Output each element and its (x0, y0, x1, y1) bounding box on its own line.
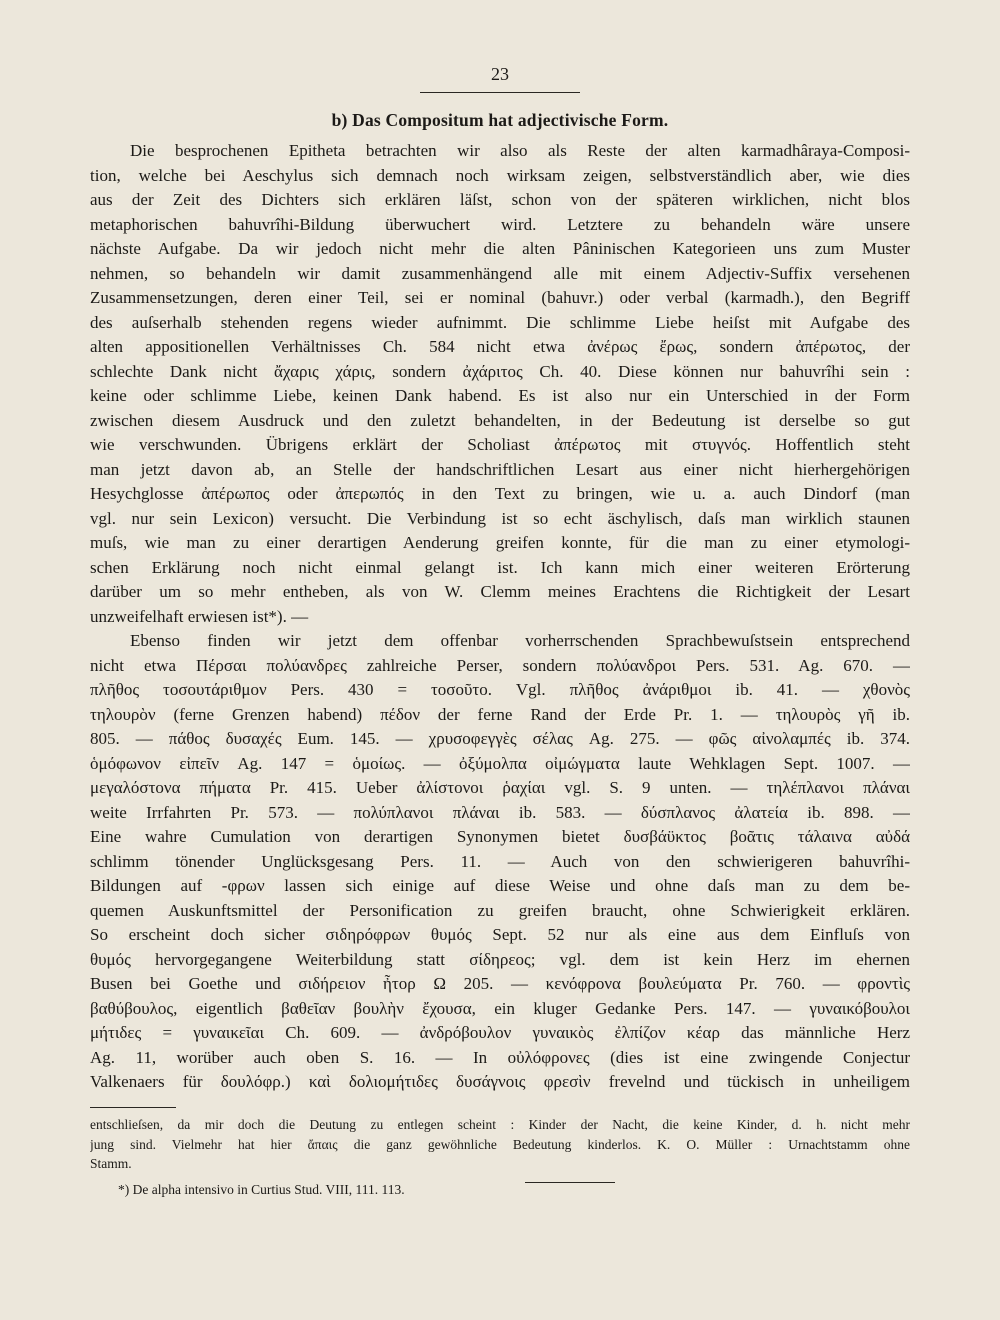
body-text (90, 139, 910, 1095)
text-line: nächste Aufgabe. Da wir jedoch nicht mehr die alten Pâninischen Kategorieen uns zum Muster (90, 239, 910, 258)
text-line: Hesychglosse ἀπέρωπος oder ἀπερωπός in den Text zu bringen, wie u. a. auch Dindorf (man (90, 484, 910, 503)
text-line: Ebenso finden wir jetzt dem offenbar vorherrschenden Sprachbewuſstsein entsprechend (130, 631, 910, 650)
text-line: Bildungen auf -φρων lassen sich einige auf diese Weise und ohne daſs man zu dem be- (90, 876, 910, 895)
text-line: schlimm tönender Unglücksgesang Pers. 11. — Auch von den schwierigeren bahuvrîhi- (90, 851, 910, 871)
text-line: weite Irrfahrten Pr. 573. — πολύπλανοι πλάναι ib. 583. — δύσπλανος ἀλατεία ib. 898. — (90, 802, 910, 822)
text-line: alten appositionellen Verhältnisses Ch. 584 nicht etwa ἀνέρως ἔρως, sondern ἀπέρωτος, der (90, 337, 910, 356)
text-line: vgl. nur sein Lexicon) versucht. Die Verbindung ist so echt äschylisch, daſs man wirklich staunen (90, 508, 910, 528)
text-line: Busen bei Goethe und σιδήρειον ἦτορ Ω 205. — κενόφρονα βουλεύματα Pr. 760. — φροντὶς (90, 974, 910, 993)
text-line: τηλουρὸν (ferne Grenzen habend) πέδον der ferne Rand der Erde Pr. 1. — τηλουρὸς γῆ ib. (90, 704, 910, 724)
footnote-separator (90, 1107, 176, 1108)
text-line: Zusammensetzungen, deren einer Teil, sei er nominal (bahuvr.) oder verbal (karmadh.), den Begriff (90, 288, 910, 307)
text-line: Ag. 11, worüber auch oben S. 16. — In οὐλόφρονες (dies ist eine zwingende Conjectur (90, 1047, 910, 1067)
text-line: metaphorischen bahuvrîhi-Bildung überwuchert wird. Letztere zu behandeln wäre unsere (90, 214, 910, 234)
text-line: aus der Zeit des Dichters sich erklären läſst, schon von der späteren wirklichen, nicht blos (90, 190, 910, 209)
text-line: μεγαλόστονα πήματα Pr. 415. Ueber ἀλίστονοι ῥαχίαι vgl. S. 9 unten. — τηλέπλανοι πλάναι (90, 778, 910, 797)
text-line: muſs, wie man zu einer derartigen Aenderung greifen konnte, für die man zu einer etymologi- (90, 533, 910, 552)
text-line: darüber um so mehr entheben, als von W. Clemm meines Erachtens die Richtigkeit der Lesart (90, 582, 910, 601)
text-line: nicht etwa Πέρσαι πολύανδρες zahlreiche Perser, sondern πολύανδροι Pers. 531. Ag. 670. — (90, 655, 910, 675)
text-line: θυμός hervorgegangene Weiterbildung statt σίδηρεος; vgl. dem ist kein Herz im ehernen (90, 949, 910, 969)
text-line: tion, welche bei Aeschylus sich demnach noch wirksam zeigen, selbstverständlich aber, wie dies (90, 165, 910, 185)
text-line: nehmen, so behandeln wir damit zusammenhängend alle mit einem Adjectiv-Suffix versehenen (90, 263, 910, 283)
text-line: zwischen diesem Ausdruck und den zuletzt behandelten, in der Bedeutung ist derselbe so gut (90, 410, 910, 430)
footnote-line: jung sind. Vielmehr hat hier ἄπαις die ganz gewöhnliche Bedeutung kinderlos. K. O. Müller : Urnachtstamm ohne (90, 1136, 910, 1152)
text-line: keine oder schlimme Liebe, keinen Dank habend. Es ist also nur ein Unterschied in der Form (90, 386, 910, 405)
text-line: ὁμόφωνον εἰπεῖν Ag. 147 = ὁμοίως. — ὀξύμολπα οἰμώγματα laute Wehklagen Sept. 1007. — (90, 753, 910, 773)
text-line: Die besprochenen Epitheta betrachten wir also als Reste der alten karmadhâraya-Composi- (130, 141, 910, 160)
text-line: wie verschwunden. Übrigens erklärt der Scholiast ἀπέρωτος mit στυγνός. Hoffentlich steht (90, 435, 910, 454)
text-line: schen Erklärung noch nicht einmal gelangt ist. Ich kann mich einer weiteren Erörterung (90, 557, 910, 577)
page-number-rule (420, 92, 580, 93)
footnotes (90, 1115, 910, 1199)
footnote-line: Stamm. (90, 1156, 132, 1171)
text-line: μήτιδες = γυναικεῖαι Ch. 609. — ἀνδρόβουλον γυναικὸς ἐλπίζον κέαρ das männliche Herz (90, 1023, 910, 1042)
section-heading: b) Das Compositum hat adjectivische Form. (331, 110, 669, 130)
text-line: unzweifelhaft erwiesen ist*). — (90, 606, 309, 626)
text-line: βαθύβουλος, eigentlich βαθεῖαν βουλὴν ἔχουσα, ein kluger Gedanke Pers. 147. — γυναικόβουλοι (90, 998, 910, 1018)
text-line: schlechte Dank nicht ἄχαρις χάρις, sondern ἀχάριτος Ch. 40. Diese können nur bahuvrîhi sein : (90, 361, 910, 381)
text-line: man jetzt davon ab, an Stelle der handschriftlichen Lesart aus einer nicht hierhergehörigen (90, 459, 910, 479)
footnote-end-rule (525, 1182, 615, 1183)
text-line: πλῆθος τοσουτάριθμον Pers. 430 = τοσοῦτο. Vgl. πλῆθος ἀνάριθμοι ib. 41. — χθονὸς (90, 680, 910, 699)
text-line: Eine wahre Cumulation von derartigen Synonymen bietet δυσβάϋκτος βοᾶτις τάλαινα αὐδά (90, 827, 910, 846)
text-line: quemen Auskunftsmittel der Personification zu greifen braucht, ohne Schwierigkeit erklären. (90, 900, 910, 920)
asterisk-footnote: *) De alpha intensivo in Curtius Stud. VIII, 111. 113. (118, 1181, 405, 1197)
page-number: 23 (491, 64, 509, 84)
text-line: Valkenaers für δουλόφρ.) καὶ δολιομήτιδες δυσάγνοις φρεσὶν frevelnd und tückisch in unheiligem (90, 1072, 910, 1091)
text-line: So erscheint doch sicher σιδηρόφρων θυμός Sept. 52 nur als eine aus dem Einfluſs von (90, 925, 910, 944)
text-line: 805. — πάθος δυσαχές Eum. 145. — χρυσοφεγγὲς σέλας Ag. 275. — φῶς αἰνολαμπές ib. 374. (90, 729, 910, 748)
footnote-line: entschlieſsen, da mir doch die Deutung zu entlegen scheint : Kinder der Nacht, die keine Kinder, d. h. nicht mehr (90, 1117, 910, 1132)
text-line: des auſserhalb stehenden regens wieder aufnimmt. Die schlimme Liebe heiſst mit Aufgabe des (90, 312, 910, 332)
